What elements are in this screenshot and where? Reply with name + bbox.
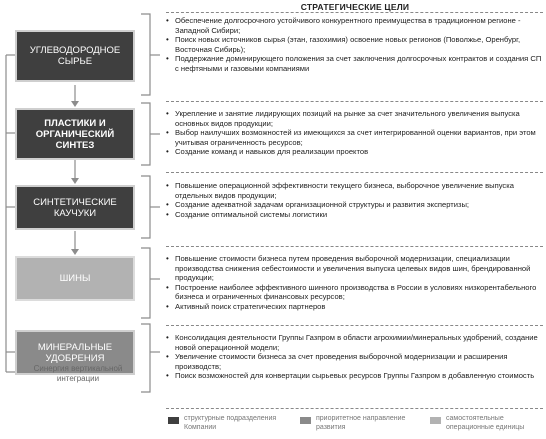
goal-item: • Поддержание доминирующего положения за счет заключения долгосрочных контрактов и создания СП с нефтяными и газовыми компаниями bbox=[166, 54, 542, 73]
synergy-label: Синергия вертикальной интеграции bbox=[33, 364, 123, 383]
segment-box-plastics: ПЛАСТИКИ И ОРГАНИЧЕСКИЙ СИНТЕЗ bbox=[15, 108, 135, 160]
bullet-icon: • bbox=[166, 282, 169, 292]
segment-box-hydrocarbon: УГЛЕВОДОРОДНОЕ СЫРЬЕ bbox=[15, 30, 135, 82]
goals-divider bbox=[166, 246, 543, 247]
goal-item: • Обеспечение долгосрочного устойчивого конкурентного преимущества в традиционном регионе - Западной Сибири; bbox=[166, 16, 521, 35]
bullet-icon: • bbox=[166, 301, 169, 311]
legend-item-priority: приоритетное направление развития bbox=[300, 415, 422, 437]
legend-swatch bbox=[300, 417, 311, 424]
legend-item-independent: самостоятельные операционные единицы bbox=[430, 415, 544, 437]
bullet-icon: • bbox=[166, 371, 169, 381]
legend-swatch bbox=[168, 417, 179, 424]
segment-box-tires: ШИНЫ bbox=[15, 256, 135, 301]
goals-plastics bbox=[165, 109, 543, 157]
bullet-icon: • bbox=[166, 54, 169, 64]
bullet-icon: • bbox=[166, 181, 169, 190]
legend-item-units: структурные подразделения Компании bbox=[168, 415, 296, 437]
bullet-icon: • bbox=[166, 128, 169, 138]
goals-rubbers bbox=[165, 181, 543, 219]
bullet-icon: • bbox=[166, 147, 169, 157]
bullet-icon: • bbox=[166, 352, 169, 362]
goal-item: • Создание команд и навыков для реализации проектов bbox=[166, 147, 369, 157]
bullet-icon: • bbox=[166, 16, 169, 25]
goal-item: • Повышение операционной эффективности текущего бизнеса, выборочное увеличение выпуска отдельных видов продукции; bbox=[166, 181, 514, 200]
bullet-icon: • bbox=[166, 200, 169, 210]
bullet-icon: • bbox=[166, 333, 169, 342]
goal-item: • Укрепление и занятие лидирующих позиций на рынке за счет значительного увеличения выпуска основных видов продукции; bbox=[166, 109, 520, 128]
goal-item: • Создание оптимальной системы логистики bbox=[166, 209, 328, 219]
goal-item: • Увеличение стоимости бизнеса за счет проведения выборочной модернизации и расширения производств; bbox=[166, 352, 508, 371]
bullet-icon: • bbox=[166, 209, 169, 219]
segment-box-rubbers: СИНТЕТИЧЕСКИЕ КАУЧУКИ bbox=[15, 185, 135, 230]
goals-divider bbox=[166, 325, 543, 326]
goal-item: • Поиск возможностей для конвертации сырьевых ресурсов Группы Газпром в добавленную стоимость bbox=[166, 371, 535, 381]
goal-item: • Поиск новых источников сырья (этан, газохимия) освоение новых регионов (Поволжье, Оренбург, Восточная Сибирь); bbox=[166, 35, 521, 54]
goals-fertilizers bbox=[165, 333, 543, 381]
bullet-icon: • bbox=[166, 109, 169, 118]
goal-item: • Выбор наилучших возможностей из имеющихся за счет интегрированной оценки вариантов, при этом учитывая ограниченность ресурсов; bbox=[166, 128, 536, 147]
arrow-down-2-icon bbox=[71, 178, 79, 184]
legend-swatch bbox=[430, 417, 441, 424]
goal-item: • Повышение стоимости бизнеса путем проведения выборочной модернизации, специализации производства снижения себестоимости и увеличения выпуска целевых видов шин, брендированной продукции; bbox=[166, 254, 531, 283]
goals-divider bbox=[166, 101, 543, 102]
arrow-down-1-icon bbox=[71, 101, 79, 107]
goal-item: • Построение наиболее эффективного шинного производства в России в условиях низкорентабельного бизнеса и ограниченных финансовых ресурсов; bbox=[166, 282, 537, 302]
bullet-icon: • bbox=[166, 35, 169, 45]
segment-box-fertilizers: МИНЕРАЛЬНЫЕ УДОБРЕНИЯ bbox=[15, 330, 135, 375]
goal-item: • Активный поиск стратегических партнеров bbox=[166, 301, 326, 311]
arrow-down-3-icon bbox=[71, 249, 79, 255]
goals-divider bbox=[166, 408, 543, 409]
goals-divider bbox=[166, 172, 543, 173]
goal-item: • Создание адекватной задачам организационной структуры и развития экспертизы; bbox=[166, 200, 470, 210]
bullet-icon: • bbox=[166, 254, 169, 263]
goals-hydrocarbon bbox=[165, 16, 543, 74]
goal-item: • Консолидация деятельности Группы Газпром в области агрохимии/минеральных удобрений, создание новой операционной модели; bbox=[166, 333, 538, 352]
goals-tires bbox=[165, 254, 543, 312]
strategic-goals-header: СТРАТЕГИЧЕСКИЕ ЦЕЛИ bbox=[300, 2, 410, 12]
